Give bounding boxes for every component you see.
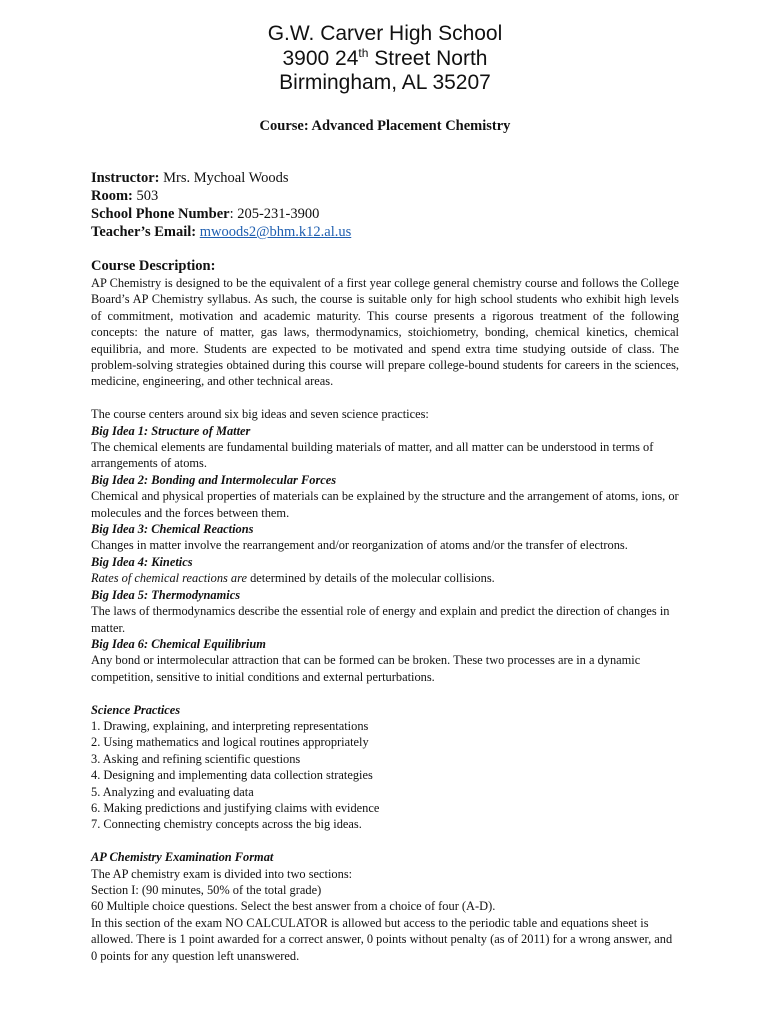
big-idea-2-title: Big Idea 2: Bonding and Intermolecular Forces bbox=[91, 472, 337, 487]
exam-line: Section I: (90 minutes, 50% of the total grade) bbox=[91, 882, 322, 897]
exam-line: 60 Multiple choice questions. Select the best answer from a choice of four (A-D). bbox=[91, 899, 496, 914]
big-idea-3-title: Big Idea 3: Chemical Reactions bbox=[91, 522, 254, 537]
big-idea-4-title: Big Idea 4: Kinetics bbox=[91, 554, 193, 569]
instructor-info bbox=[91, 169, 679, 241]
big-idea-5-text: The laws of thermodynamics describe the essential role of energy and explain and predict the direction of changes in matter. bbox=[91, 604, 670, 635]
practice-item: 5. Analyzing and evaluating data bbox=[91, 784, 254, 799]
email-label: Teacher’s Email: bbox=[91, 224, 197, 240]
instructor-value: Mrs. Mychoal Woods bbox=[159, 170, 289, 186]
big-ideas-intro: The course centers around six big ideas and seven science practices: bbox=[91, 407, 429, 422]
room-label: Room: bbox=[91, 188, 133, 204]
instructor-label: Instructor: bbox=[91, 170, 160, 186]
big-idea-5-title: Big Idea 5: Thermodynamics bbox=[91, 587, 241, 602]
phone-label: School Phone Number bbox=[91, 206, 230, 222]
big-idea-4-text bbox=[91, 570, 679, 586]
room-line bbox=[91, 187, 679, 205]
practice-item: 1. Drawing, explaining, and interpreting representations bbox=[91, 718, 369, 733]
exam-line: In this section of the exam NO CALCULATOR is allowed but access to the periodic table and equations sheet is allowed. There is 1 point awarded for a correct answer, 0 points without penalty (as of 2011) for a wrong answer, and 0 points for any question left unanswered. bbox=[91, 915, 673, 963]
email-link[interactable]: mwoods2@bhm.k12.al.us bbox=[199, 224, 352, 240]
science-practices-heading: Science Practices bbox=[91, 702, 181, 717]
exam-format-heading: AP Chemistry Examination Format bbox=[91, 850, 274, 865]
room-value: 503 bbox=[132, 188, 159, 204]
address-ordinal: th bbox=[358, 45, 369, 60]
big-idea-2-text: Chemical and physical properties of materials can be explained by the structure and the arrangement of atoms, ions, or molecules and the forces between them. bbox=[91, 489, 679, 520]
school-header bbox=[0, 0, 770, 96]
practice-item: 4. Designing and implementing data collection strategies bbox=[91, 768, 373, 783]
big-idea-1-text: The chemical elements are fundamental building materials of matter, and all matter can be understood in terms of arrangements of atoms. bbox=[91, 440, 654, 471]
practice-item: 3. Asking and refining scientific questions bbox=[91, 751, 301, 766]
big-idea-4-rest: determined by details of the molecular collisions. bbox=[247, 571, 495, 586]
practice-item: 2. Using mathematics and logical routines appropriately bbox=[91, 735, 369, 750]
course-description-heading: Course Description: bbox=[91, 258, 216, 274]
big-idea-4-italic: Rates of chemical reactions are bbox=[91, 571, 247, 586]
document-body bbox=[91, 169, 679, 964]
practice-item: 6. Making predictions and justifying claims with evidence bbox=[91, 800, 380, 815]
address-street: Street North bbox=[368, 46, 488, 70]
course-description-text: AP Chemistry is designed to be the equivalent of a first year college general chemistry course and follows the College Board’s AP Chemistry syllabus. As such, the course is suitable only for high school students who exhibit high levels of commitment, motivation and academic maturity. This course presents a rigorous treatment of the following concepts: the nature of matter, gas laws, thermodynamics, stoichiometry, bonding, chemical kinetics, chemical equilibria, and more. Students are expected to be motivated and spend extra time studying outside of class. The problem-solving strategies obtained during this course will prepare college-bound students for careers in the sciences, medicine, engineering, and other technical areas. bbox=[91, 276, 679, 389]
instructor-line bbox=[91, 169, 679, 187]
big-idea-3-text: Changes in matter involve the rearrangement and/or reorganization of atoms and/or the transfer of electrons. bbox=[91, 538, 628, 553]
school-address bbox=[0, 47, 770, 72]
school-city: Birmingham, AL 35207 bbox=[279, 71, 491, 94]
phone-line bbox=[91, 205, 679, 223]
course-title: Course: Advanced Placement Chemistry bbox=[259, 117, 511, 134]
address-number: 3900 24 bbox=[282, 46, 359, 70]
email-line bbox=[91, 223, 679, 241]
practice-item: 7. Connecting chemistry concepts across the big ideas. bbox=[91, 817, 362, 832]
big-idea-6-title: Big Idea 6: Chemical Equilibrium bbox=[91, 636, 266, 651]
big-idea-1-title: Big Idea 1: Structure of Matter bbox=[91, 423, 251, 438]
phone-value: : 205-231-3900 bbox=[229, 206, 320, 222]
exam-line: The AP chemistry exam is divided into two sections: bbox=[91, 866, 353, 881]
school-name: G.W. Carver High School bbox=[267, 22, 503, 45]
big-idea-6-text: Any bond or intermolecular attraction that can be formed can be broken. These two processes are in a dynamic competition, sensitive to initial conditions and external perturbations. bbox=[91, 653, 641, 684]
